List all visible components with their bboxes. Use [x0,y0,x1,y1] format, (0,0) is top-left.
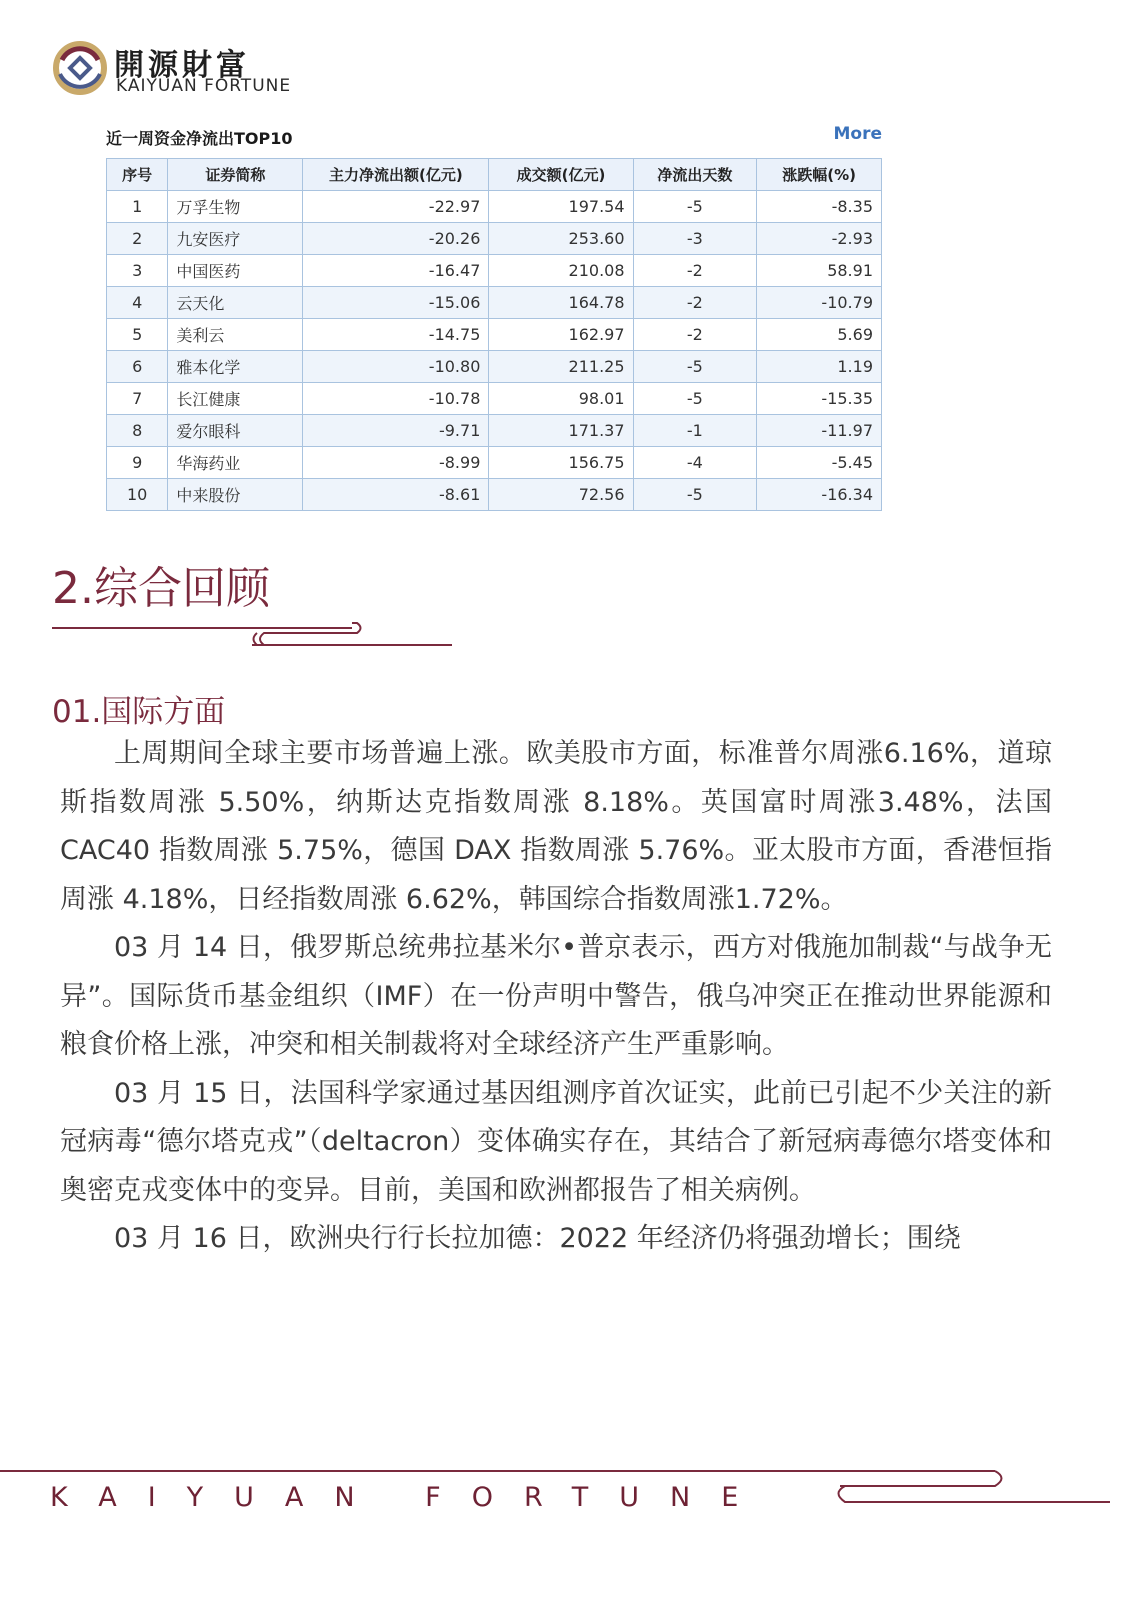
table-row [107,319,882,351]
column-header: 证券简称 [168,159,303,191]
turnover-cell: 164.78 [489,287,633,319]
rank-cell: 4 [107,287,168,319]
change-pct-cell: -5.45 [757,447,882,479]
more-link[interactable]: More [833,124,882,144]
table-row [107,479,882,511]
turnover-cell: 197.54 [489,191,633,223]
change-pct-cell: -11.97 [757,415,882,447]
outflow-days-cell: -5 [633,383,757,415]
table-row [107,415,882,447]
footer-brand: KAIYUAN FORTUNE [50,1482,770,1513]
rank-cell: 1 [107,191,168,223]
stock-name-link[interactable]: 云天化 [168,287,303,319]
net-outflow-cell: -10.78 [303,383,489,415]
rank-cell: 9 [107,447,168,479]
turnover-cell: 72.56 [489,479,633,511]
page-footer [0,1468,1130,1548]
outflow-days-cell: -5 [633,479,757,511]
outflow-days-cell: -5 [633,191,757,223]
net-outflow-cell: -9.71 [303,415,489,447]
rank-cell: 8 [107,415,168,447]
change-pct-cell: -2.93 [757,223,882,255]
net-outflow-cell: -15.06 [303,287,489,319]
column-header: 涨跌幅(%) [757,159,882,191]
turnover-cell: 210.08 [489,255,633,287]
outflow-days-cell: -3 [633,223,757,255]
column-header: 主力净流出额(亿元) [303,159,489,191]
turnover-cell: 98.01 [489,383,633,415]
stock-name-link[interactable]: 九安医疗 [168,223,303,255]
table-header-row [107,159,882,191]
change-pct-cell: -15.35 [757,383,882,415]
change-pct-cell: -8.35 [757,191,882,223]
logo-name-cn: 開源財富 [114,48,250,83]
stock-name-link[interactable]: 中国医药 [168,255,303,287]
section-divider [52,620,472,656]
net-outflow-cell: -16.47 [303,255,489,287]
outflow-days-cell: -4 [633,447,757,479]
outflow-days-cell: -2 [633,287,757,319]
change-pct-cell: 1.19 [757,351,882,383]
table-title: 近一周资金净流出TOP10 [106,129,293,148]
turnover-cell: 162.97 [489,319,633,351]
logo-name-en: KAIYUAN FORTUNE [116,76,292,96]
paragraph: 03 月 14 日，俄罗斯总统弗拉基米尔•普京表示，西方对俄施加制裁“与战争无异”。国际货币基金组织（IMF）在一份声明中警告，俄乌冲突正在推动世界能源和粮食价格上涨，冲突和相关制裁将对全球经济产生严重影响。 [60,932,1052,1060]
net-outflow-cell: -8.99 [303,447,489,479]
column-header: 净流出天数 [633,159,757,191]
stock-name-link[interactable]: 雅本化学 [168,351,303,383]
section-title: 2.综合回顾 [52,563,270,614]
paragraph: 上周期间全球主要市场普遍上涨。欧美股市方面，标准普尔周涨6.16%，道琼斯指数周涨 5.50%，纳斯达克指数周涨 8.18%。英国富时周涨3.48%，法国 CAC40 指数周涨 5.75%，德国 DAX 指数周涨 5.76%。亚太股市方面，香港恒指周涨 4.18%，日经指数周涨 6.62%，韩国综合指数周涨1.72%。 [60,738,1052,915]
turnover-cell: 211.25 [489,351,633,383]
turnover-cell: 156.75 [489,447,633,479]
change-pct-cell: -16.34 [757,479,882,511]
rank-cell: 6 [107,351,168,383]
rank-cell: 10 [107,479,168,511]
net-outflow-cell: -22.97 [303,191,489,223]
net-outflow-cell: -8.61 [303,479,489,511]
change-pct-cell: -10.79 [757,287,882,319]
rank-cell: 3 [107,255,168,287]
change-pct-cell: 58.91 [757,255,882,287]
net-outflow-cell: -20.26 [303,223,489,255]
stock-name-link[interactable]: 华海药业 [168,447,303,479]
net-outflow-cell: -14.75 [303,319,489,351]
stock-name-link[interactable]: 长江健康 [168,383,303,415]
table-row [107,255,882,287]
table-row [107,191,882,223]
table-row [107,447,882,479]
outflow-days-cell: -1 [633,415,757,447]
table-row [107,351,882,383]
net-outflow-cell: -10.80 [303,351,489,383]
stock-name-link[interactable]: 万孚生物 [168,191,303,223]
table-row [107,383,882,415]
company-logo [52,40,332,100]
article-body [60,730,1052,1264]
table-header [106,124,882,148]
turnover-cell: 171.37 [489,415,633,447]
table-row [107,223,882,255]
change-pct-cell: 5.69 [757,319,882,351]
rank-cell: 7 [107,383,168,415]
stock-name-link[interactable]: 爱尔眼科 [168,415,303,447]
table-row [107,287,882,319]
rank-cell: 5 [107,319,168,351]
net-outflow-table [106,158,882,511]
outflow-days-cell: -2 [633,255,757,287]
outflow-days-cell: -2 [633,319,757,351]
column-header: 成交额(亿元) [489,159,633,191]
paragraph: 03 月 15 日，法国科学家通过基因组测序首次证实，此前已引起不少关注的新冠病毒“德尔塔克戎”（deltacron）变体确实存在，其结合了新冠病毒德尔塔变体和奥密克戎变体中的变异。目前，美国和欧洲都报告了相关病例。 [60,1077,1052,1206]
stock-name-link[interactable]: 美利云 [168,319,303,351]
kaiyuan-logo-icon [52,40,108,96]
turnover-cell: 253.60 [489,223,633,255]
column-header: 序号 [107,159,168,191]
stock-name-link[interactable]: 中来股份 [168,479,303,511]
subsection-title: 01.国际方面 [52,694,226,730]
paragraph: 03 月 16 日，欧洲央行行长拉加德：2022 年经济仍将强劲增长；围绕 [114,1223,961,1254]
outflow-days-cell: -5 [633,351,757,383]
rank-cell: 2 [107,223,168,255]
